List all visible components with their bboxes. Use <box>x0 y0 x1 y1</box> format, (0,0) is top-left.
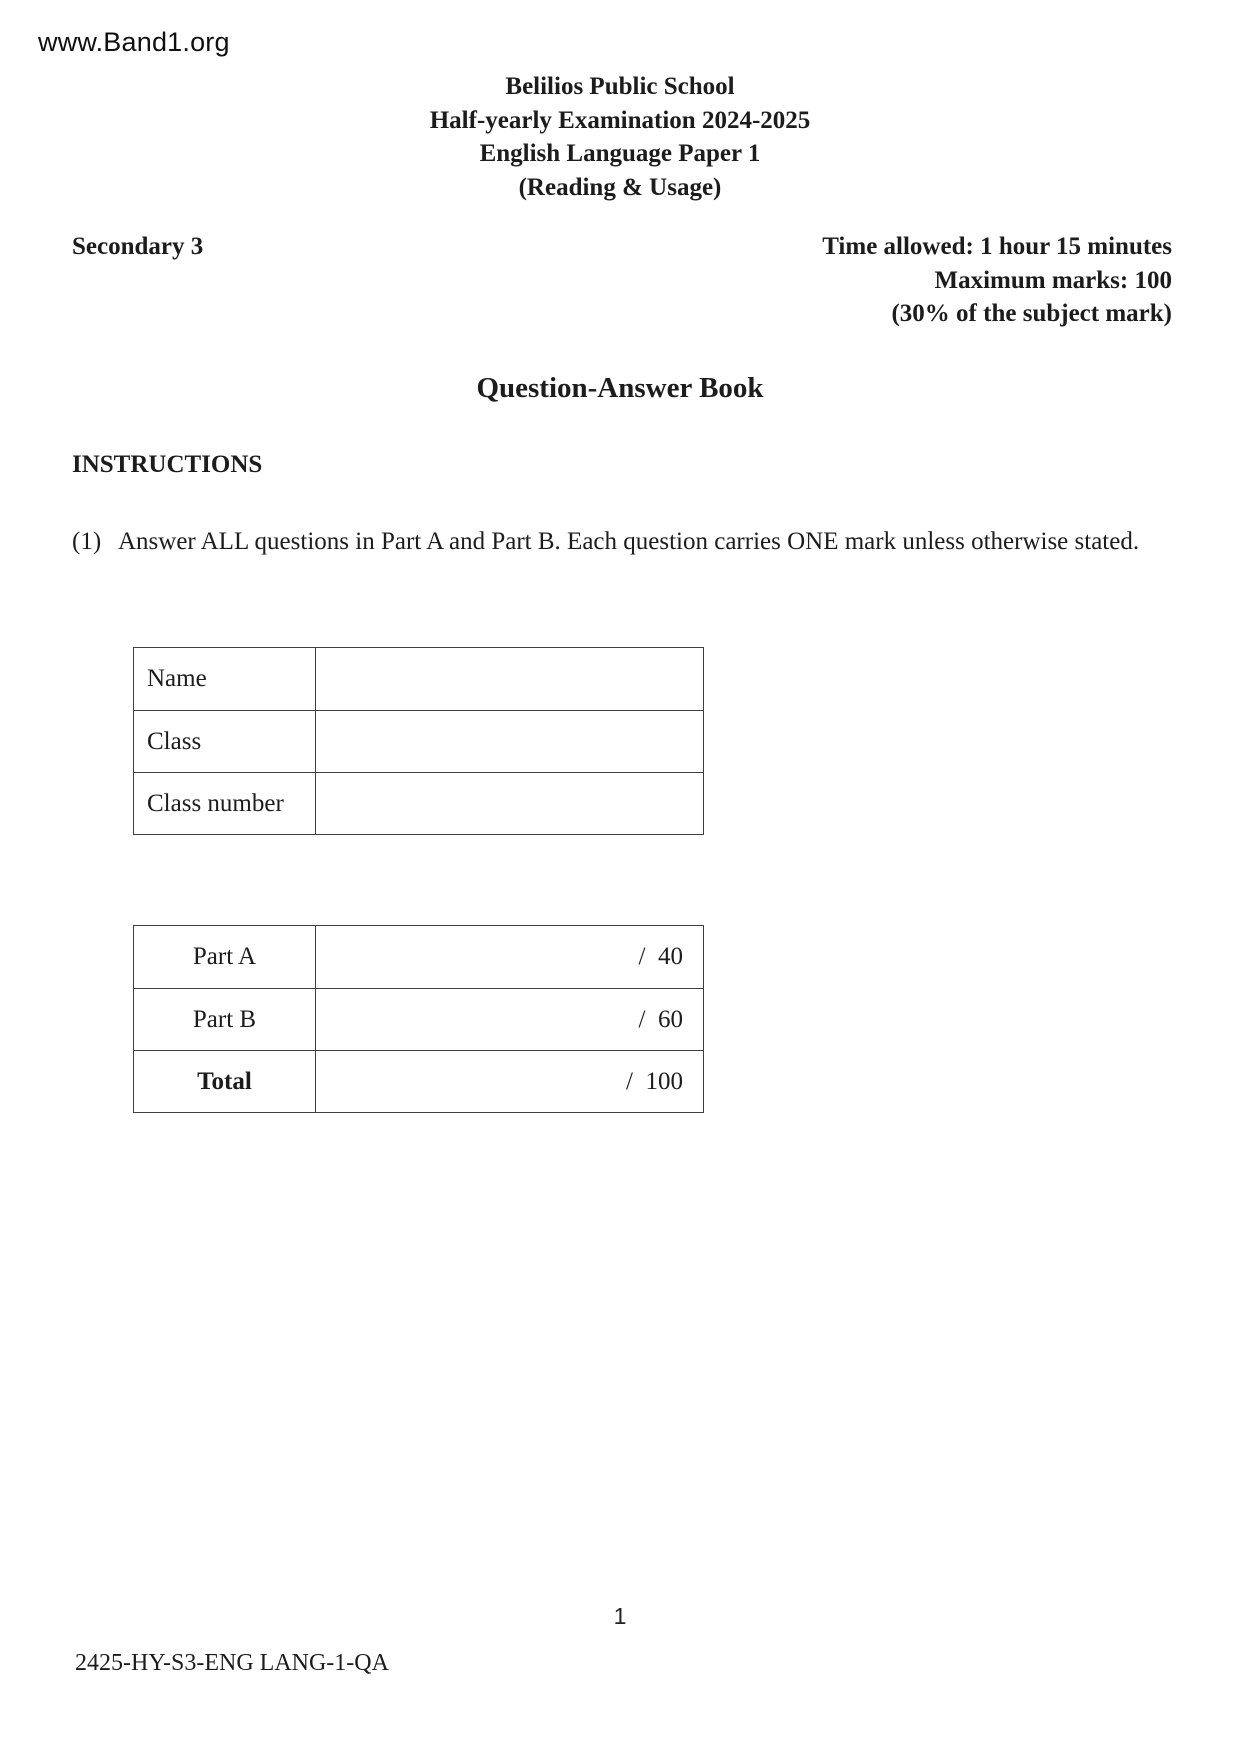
row-value-name <box>316 648 703 710</box>
max-marks-label: Maximum marks: 100 <box>934 266 1172 294</box>
row-value-class-number <box>316 773 703 834</box>
exam-title-block <box>0 70 1240 204</box>
marks-table <box>133 925 704 1113</box>
row-value-class <box>316 711 703 772</box>
document-code: 2425-HY-S3-ENG LANG-1-QA <box>75 1650 389 1676</box>
marks-score-part-a: / 40 <box>638 943 683 970</box>
paper-title: English Language Paper 1 <box>479 140 761 167</box>
marks-score-part-b: / 60 <box>638 1005 683 1033</box>
table-row-total <box>134 1050 703 1112</box>
marks-score-total: / 100 <box>626 1067 683 1095</box>
instruction-number: (1) <box>72 528 102 555</box>
table-row-part-a <box>134 926 703 988</box>
row-label-class: Class <box>134 711 316 772</box>
table-row-class <box>134 710 703 772</box>
paper-subtitle: (Reading & Usage) <box>518 173 722 201</box>
instruction-text: Answer ALL questions in Part A and Part B. Each question carries ONE mark unless otherwise stated. <box>118 528 1140 555</box>
marks-label-part-b: Part B <box>134 989 316 1050</box>
instruction-item-1 <box>72 528 1180 556</box>
page-number: 1 <box>613 1603 627 1629</box>
row-label-name: Name <box>134 648 316 710</box>
book-title: Question-Answer Book <box>476 372 764 404</box>
instructions-heading: INSTRUCTIONS <box>72 451 263 478</box>
time-allowed-label: Time allowed: 1 hour 15 minutes <box>822 233 1172 260</box>
table-row-name <box>134 648 703 710</box>
marks-label-total: Total <box>134 1051 316 1112</box>
marks-label-part-a: Part A <box>134 926 316 988</box>
table-row-part-b <box>134 988 703 1050</box>
row-label-class-number: Class number <box>134 773 316 834</box>
table-row-class-number <box>134 772 703 834</box>
exam-name: Half-yearly Examination 2024-2025 <box>429 106 811 134</box>
school-name: Belilios Public School <box>505 73 735 100</box>
student-info-table <box>133 647 704 835</box>
level-label: Secondary 3 <box>72 233 204 260</box>
subject-mark-note: (30% of the subject mark) <box>891 300 1172 327</box>
band1-watermark: www.Band1.org <box>38 27 230 57</box>
exam-meta-block <box>72 230 1172 331</box>
